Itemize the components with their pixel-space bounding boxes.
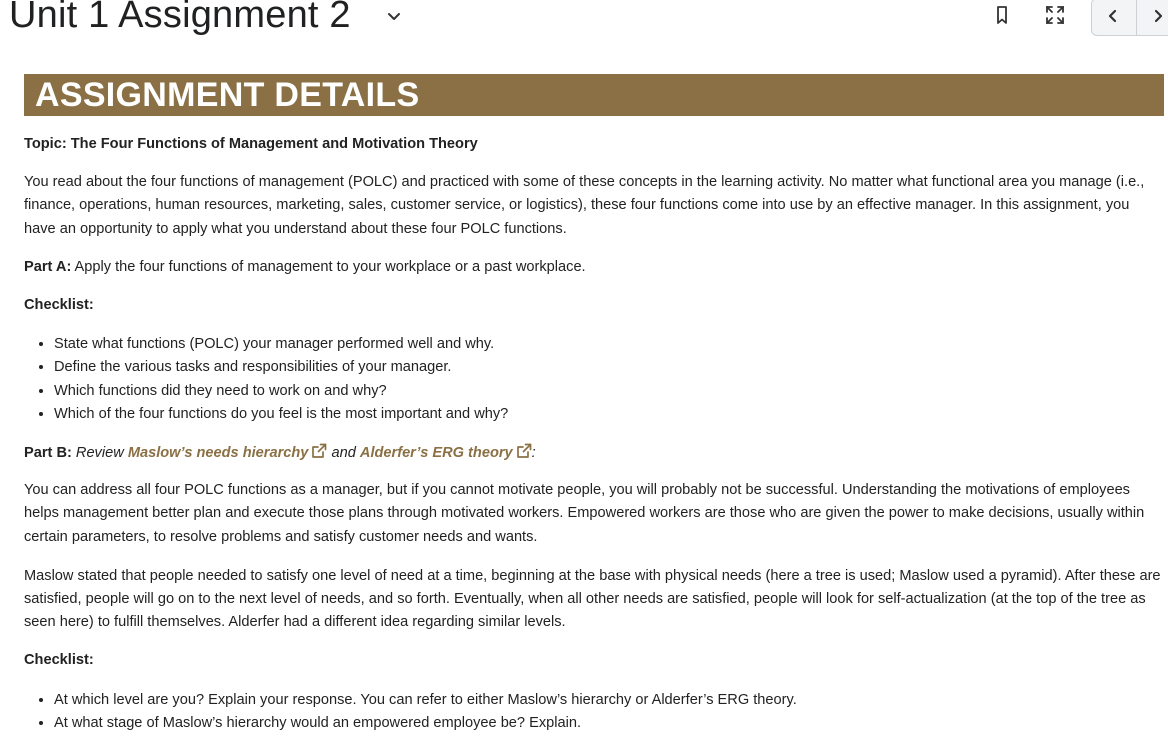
list-item: • At what stage of Maslow’s hierarchy would an empowered employee be? Explain. — [54, 712, 1164, 735]
bookmark-icon[interactable] — [992, 4, 1012, 26]
maslow-link-label: Maslow’s needs hierarchy — [127, 445, 309, 462]
part-b-and-text: and — [327, 445, 360, 462]
chevron-left-icon — [1105, 8, 1121, 24]
maslow-paragraph: Maslow stated that people needed to satisfy one level of need at a time, beginning at the base with physical needs (here a tree is used; Maslow used a pyramid). After these are satisfied, people will go on to the next level of needs, and so forth. Eventually, when all other needs are satisfied, people will look for self-actualization (at the top of the tree as seen here) to fulfill themselves. Alderfer had a different idea regarding similar levels. — [24, 567, 1161, 631]
alderfer-link-label: Alderfer’s ERG theory — [359, 445, 513, 462]
topic-label: Topic: The Four Functions of Management and Motivation Theory — [24, 136, 478, 152]
checklist-b-heading — [24, 649, 1164, 672]
fullscreen-icon[interactable] — [1044, 4, 1066, 26]
page-title: Unit 1 Assignment 2 — [9, 0, 351, 36]
checklist-a-heading — [24, 294, 1164, 317]
chevron-down-icon[interactable] — [386, 8, 402, 24]
checklist-a-label: Checklist: — [24, 297, 94, 314]
list-item: • Which functions did they need to work on and why? — [54, 380, 1164, 403]
list-item: • State what functions (POLC) your manager performed well and why. — [54, 333, 1164, 356]
maslow-link[interactable] — [128, 445, 328, 461]
topic-navigation — [1091, 0, 1168, 36]
external-link-icon — [311, 443, 327, 459]
chevron-right-icon — [1150, 8, 1166, 24]
top-bar — [0, 0, 1168, 48]
next-button[interactable] — [1137, 0, 1168, 35]
checklist-b — [24, 689, 1164, 735]
part-a-paragraph — [24, 256, 1164, 279]
part-a-label: Part A: — [24, 258, 72, 275]
previous-button[interactable] — [1092, 0, 1137, 35]
part-b-colon: : — [531, 445, 536, 462]
topic-heading — [24, 133, 1164, 156]
part-b-paragraph — [24, 442, 1164, 465]
motivation-paragraph: You can address all four POLC functions as a manager, but if you cannot motivate people, you will probably not be successful. Understanding the motivations of employees helps management better plan and execute those plans through motivated workers. Empowered workers are those who are given the power to make decisions, usually within certain parameters, to resolve problems and satisfy customer needs and wants. — [24, 482, 1145, 545]
alderfer-link[interactable] — [360, 445, 532, 461]
list-item: • At which level are you? Explain your response. You can refer to either Maslow’s hierarchy or Alderfer’s ERG theory. — [54, 689, 1164, 712]
assignment-content — [24, 74, 1164, 735]
list-item: • Define the various tasks and responsibilities of your manager. — [54, 356, 1164, 379]
checklist-a — [24, 333, 1164, 426]
list-item: • Which of the four functions do you feel is the most important and why? — [54, 403, 1164, 426]
intro-paragraph: You read about the four functions of management (POLC) and practiced with some of these concepts in the learning activity. No matter what functional area you manage (i.e., finance, operations, human resources, marketing, sales, customer service, or logistics), these four functions come into use by an effective manager. In this assignment, you have an opportunity to apply what you understand about these four POLC functions. — [24, 174, 1145, 237]
part-a-text: Apply the four functions of management to your workplace or a past workplace. — [71, 258, 586, 275]
part-b-label: Part B: — [24, 445, 72, 462]
checklist-b-label: Checklist: — [24, 652, 94, 669]
assignment-details-banner: ASSIGNMENT DETAILS — [24, 74, 1164, 116]
part-b-review-text: Review — [71, 445, 128, 462]
external-link-icon — [516, 443, 532, 459]
